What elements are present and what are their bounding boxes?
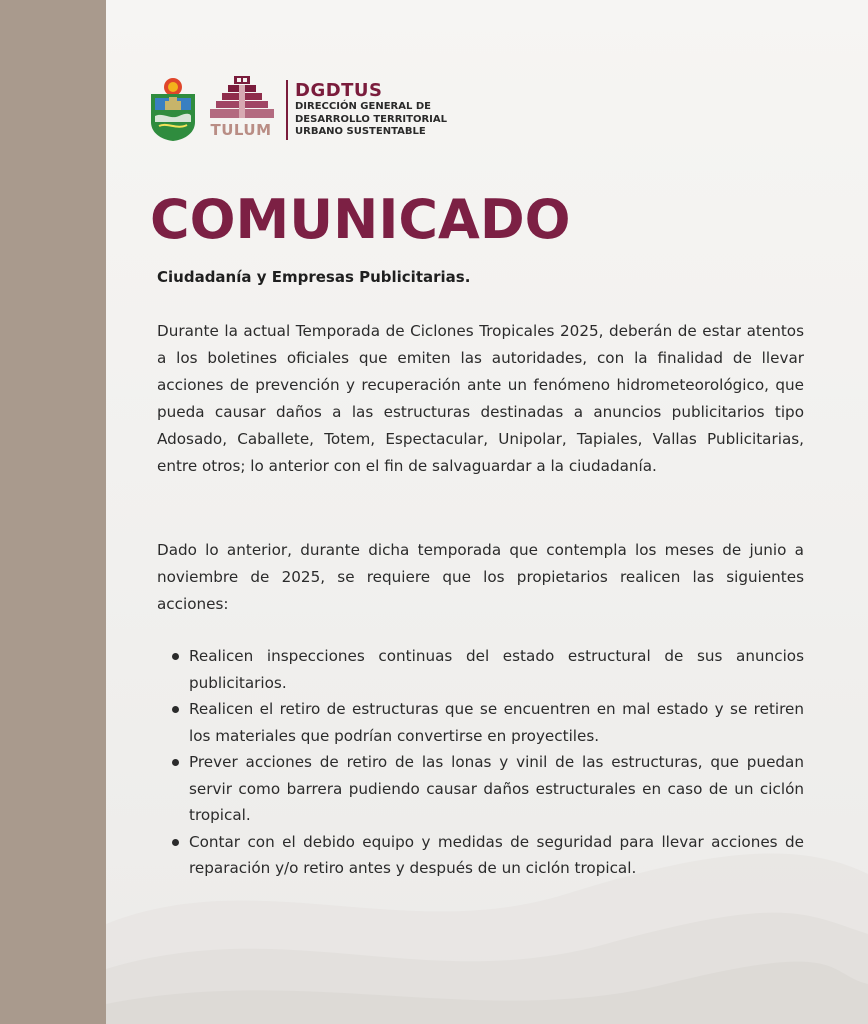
bullet-icon bbox=[172, 759, 179, 766]
action-item bbox=[172, 749, 804, 829]
action-text: Realicen inspecciones continuas del estado estructural de sus anuncios publicitarios. bbox=[189, 647, 804, 692]
document-title: COMUNICADO bbox=[150, 188, 571, 251]
action-item bbox=[172, 696, 804, 749]
action-list bbox=[172, 643, 804, 882]
side-color-band bbox=[0, 0, 106, 1024]
agency-name-line: DESARROLLO TERRITORIAL bbox=[295, 113, 447, 125]
agency-code: DGDTUS bbox=[295, 80, 383, 101]
bullet-icon bbox=[172, 706, 179, 713]
paragraph-requirements: Dado lo anterior, durante dicha temporada que contempla los meses de junio a noviembre de 2025, se requiere que los propietarios realicen las siguientes acciones: bbox=[157, 541, 804, 613]
action-text: Realicen el retiro de estructuras que se encuentren en mal estado y se retiren los materiales que podrían convertirse en proyectiles. bbox=[189, 700, 804, 745]
action-text: Prever acciones de retiro de las lonas y vinil de las estructuras, que puedan servir como barrera pudiendo causar daños estructurales en caso de un ciclón tropical. bbox=[189, 753, 804, 824]
state-coat-of-arms-icon bbox=[147, 76, 199, 142]
municipality-name: TULUM bbox=[210, 121, 272, 139]
logo-divider bbox=[286, 80, 288, 140]
agency-name-line: URBANO SUSTENTABLE bbox=[295, 126, 426, 137]
action-item bbox=[172, 829, 804, 882]
paragraph-intro: Durante la actual Temporada de Ciclones Tropicales 2025, deberán de estar atentos a los boletines oficiales que emiten las autoridades, con la finalidad de llevar acciones de prevención y recuperación ante un fenómeno hidrometeorológico, que pueda causar daños a las estructuras destinadas a anuncios publicitarios tipo Adosado, Caballete, Totem, Espectacular, Unipolar, Tapiales, Vallas Publicitarias, entre otros; lo anterior con el fin de salvaguardar a la ciudadanía. bbox=[157, 322, 804, 475]
agency-name-line: DIRECCIÓN GENERAL DE bbox=[295, 101, 431, 112]
bullet-icon bbox=[172, 839, 179, 846]
agency-name bbox=[295, 101, 495, 139]
action-text: Contar con el debido equipo y medidas de seguridad para llevar acciones de reparación y/o retiro antes y después de un ciclón tropical. bbox=[189, 832, 804, 877]
tulum-pyramid-logo-icon bbox=[210, 74, 274, 120]
bullet-icon bbox=[172, 653, 179, 660]
addressee-line: Ciudadanía y Empresas Publicitarias. bbox=[157, 268, 471, 286]
action-item bbox=[172, 643, 804, 696]
